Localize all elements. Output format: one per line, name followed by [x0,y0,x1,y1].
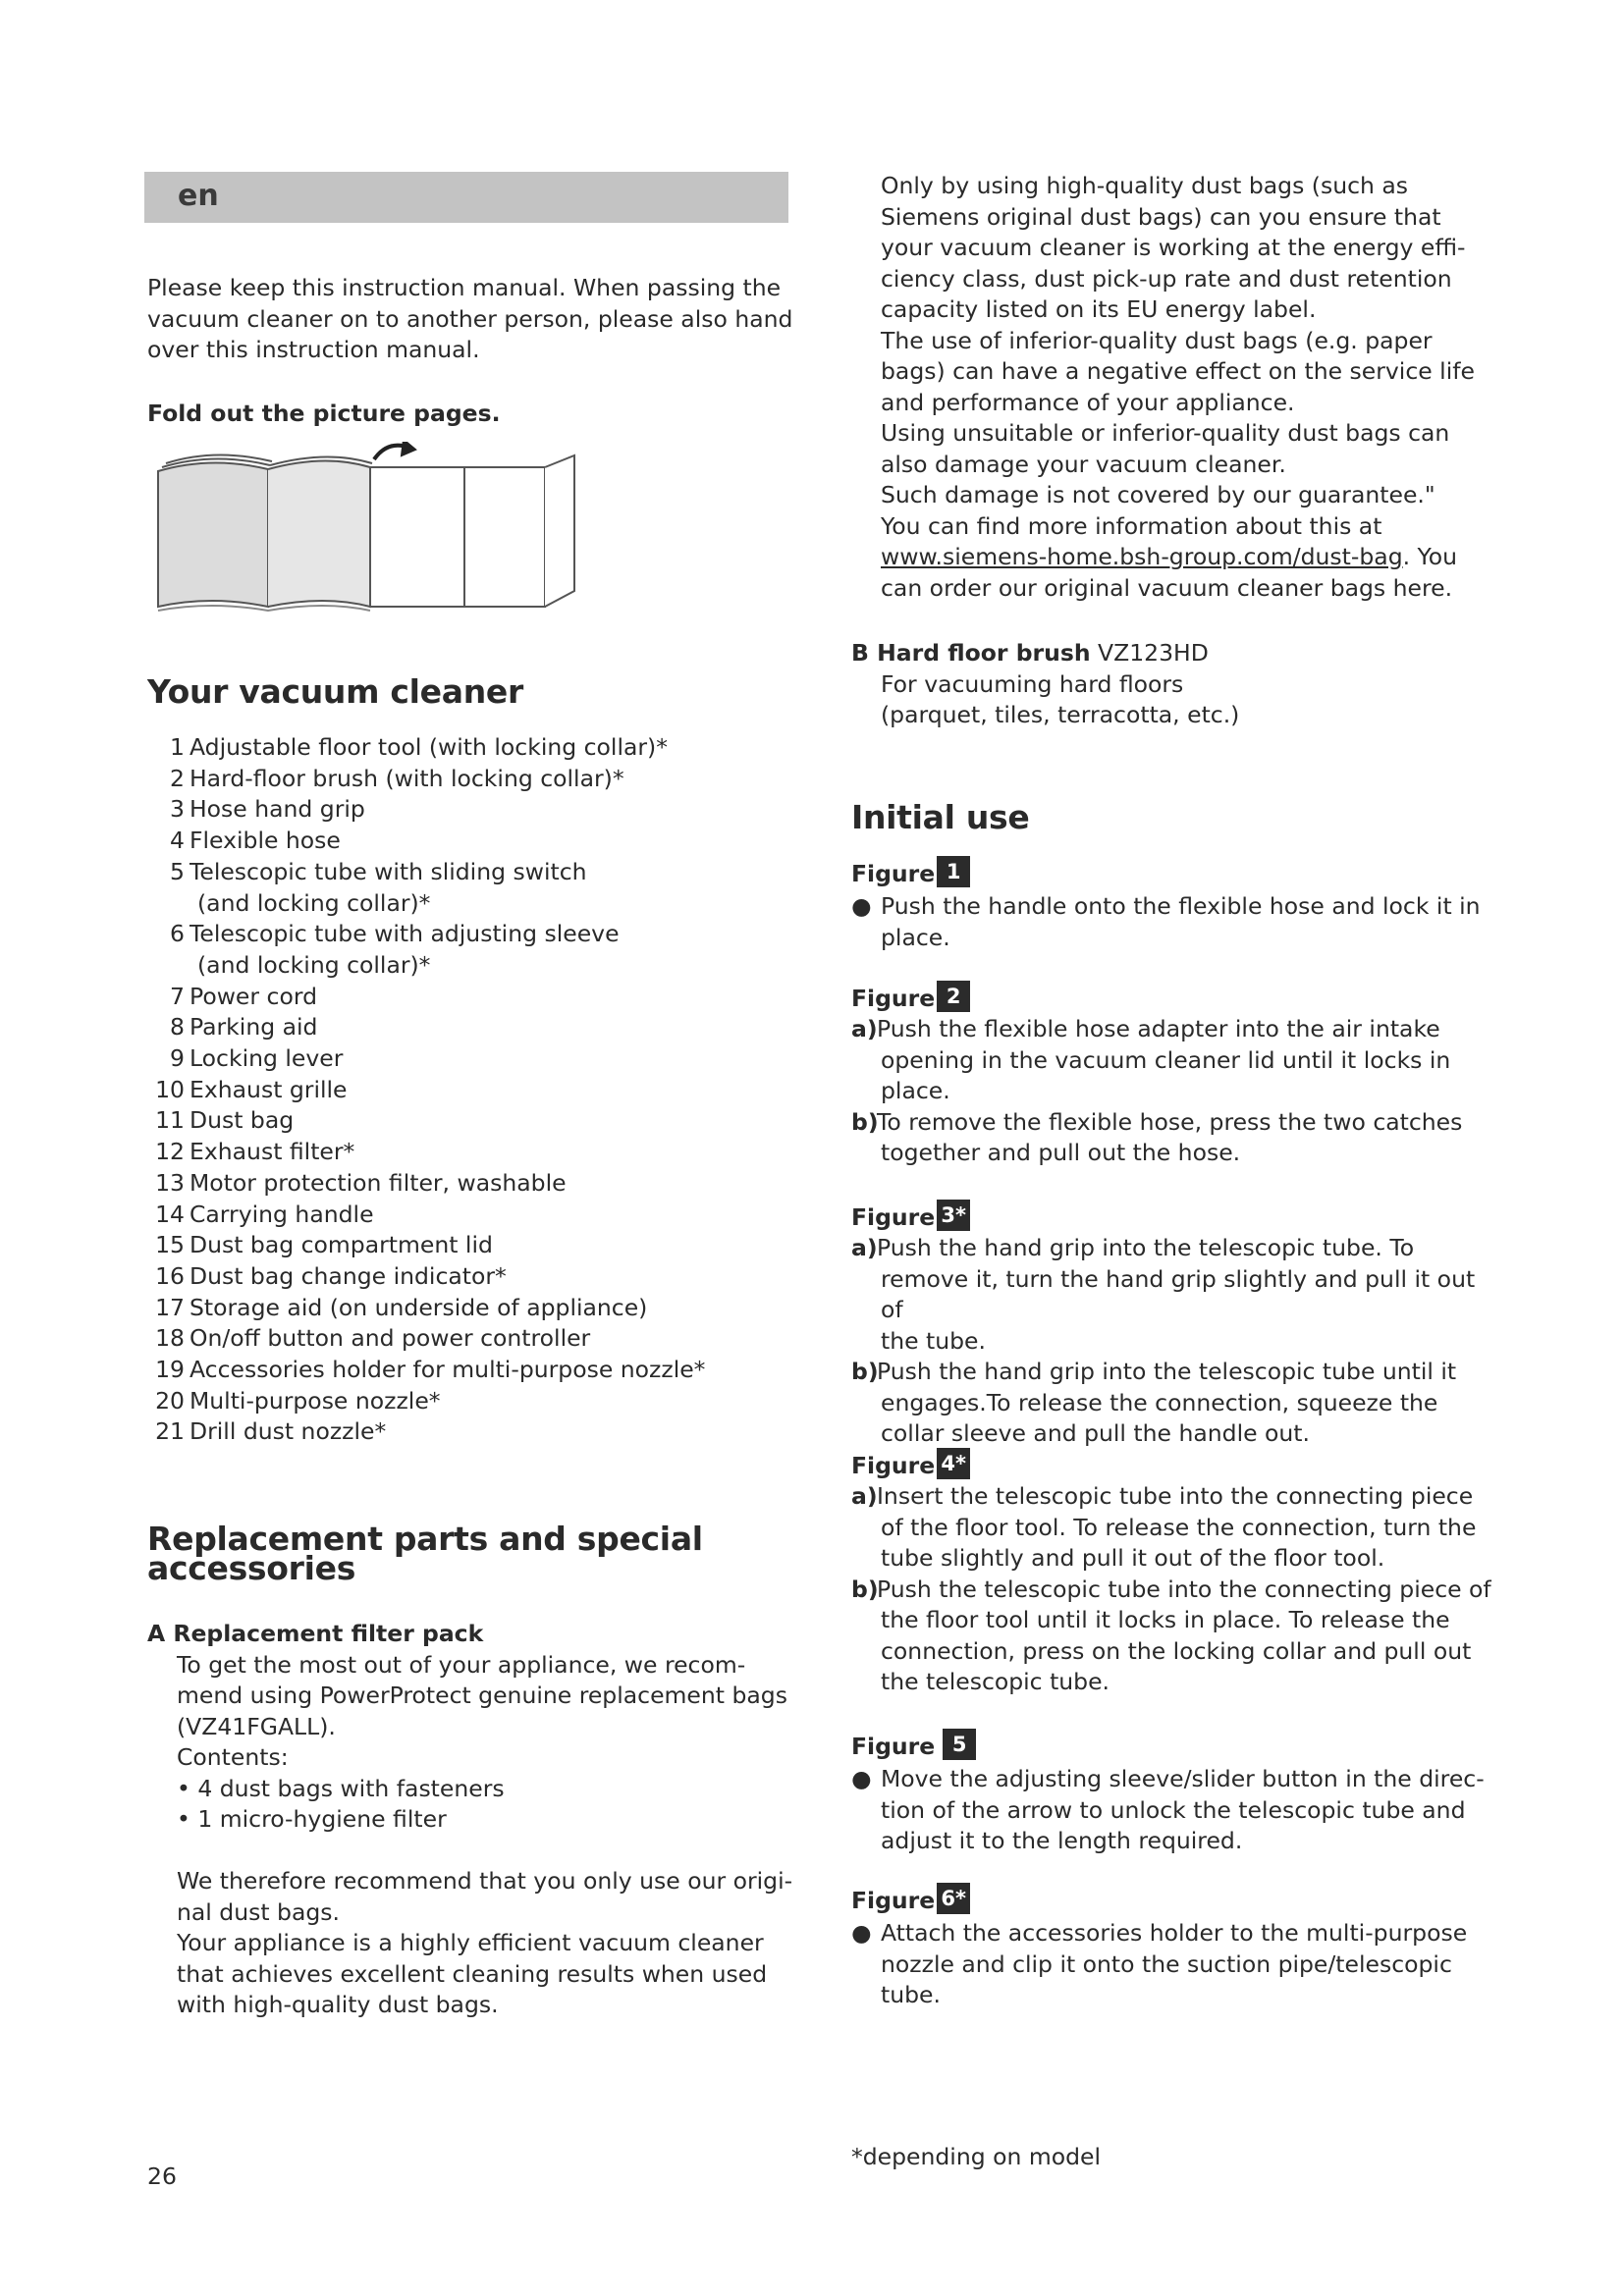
bullet-icon: ● [851,1765,872,1792]
fold-out-instruction: Fold out the picture pages. [147,400,501,427]
parts-list-item [147,1200,795,1231]
figure-1-block: Figure 1 ● Push the handle onto the flexible hose and lock it in place. [851,852,1499,953]
figure-3-block: Figure 3* a) Push the hand grip into the telescopic tube. To remove it, turn the hand grip slightly and pull it out of the tube. b) Push the hand grip into the telescopic tube until it engages.To release the connection, squeeze the collar sleeve and pull the handle out. [851,1196,1499,1450]
parts-list-text: Multi-purpose nozzle* [189,1386,441,1415]
parts-list-item [147,1230,795,1261]
parts-list-text: Exhaust filter* [189,1138,355,1166]
parts-list-text: Storage aid (on underside of appliance) [189,1293,648,1321]
parts-list-number: 10 [155,1075,185,1103]
recommend-line: that achieves excellent cleaning results when used [177,1959,768,1988]
b-model-code: VZ123HD [1090,639,1209,667]
parts-list-text: Accessories holder for multi-purpose nozzle* [189,1356,706,1384]
parts-list-number: 12 [155,1138,185,1166]
parts-list-number: 14 [155,1200,185,1228]
figure-label: Figure [851,1887,936,1914]
parts-list-item [147,764,795,795]
section-title-vacuum: Your vacuum cleaner [147,672,523,711]
figure-number-badge: 6* [937,1883,970,1914]
parts-list-text: Dust bag [189,1106,295,1135]
figure-label: Figure [851,1203,936,1231]
replacement-a-line: Contents: [177,1743,289,1771]
figure-5-block: Figure 5 ● Move the adjusting sleeve/slider button in the direc- tion of the arrow to unlock the telescopic tube and adjust it to the length required. [851,1725,1499,1857]
fold-out-pages-illustration [152,442,584,623]
parts-list-item [147,1261,795,1293]
parts-list-number: 17 [155,1293,185,1321]
figure-label: Figure [851,860,936,887]
bullet-icon: ● [851,892,872,920]
intro-line: Please keep this instruction manual. When passing the [147,274,782,301]
parts-list-number: 20 [155,1386,185,1415]
intro-line: over this instruction manual. [147,336,480,363]
intro-text [147,273,795,366]
figure-number-badge: 2 [937,981,970,1012]
dust-bag-link[interactable]: www.siemens-home.bsh-group.com/dust-bag [881,543,1403,570]
figure-number-badge: 1 [937,856,970,887]
figure-2-block: Figure 2 a) Push the flexible hose adapter into the air intake opening in the vacuum cleaner lid until it locks in place. b) To remove the flexible hose, press the two catches together and pull out the hose. [851,977,1499,1169]
parts-list-item [147,732,795,764]
parts-list-number: 9 [170,1044,185,1073]
parts-list-number: 15 [155,1231,185,1259]
parts-list-number: 4 [170,827,185,855]
parts-list-item [147,919,795,950]
parts-list-item [147,794,795,826]
parts-list-item [147,1416,795,1448]
section-title-initial-use: Initial use [851,798,1030,836]
bullet-icon: ● [851,1919,872,1947]
b-heading: B Hard floor brush [851,639,1091,667]
replacement-a-line: • 4 dust bags with fasteners [177,1774,505,1802]
language-code: en [178,179,219,213]
parts-list-text: Carrying handle [189,1200,374,1228]
parts-list-item [147,1043,795,1075]
intro-line: vacuum cleaner on to another person, please also hand [147,304,793,333]
parts-list-item [147,826,795,857]
parts-list-number: 11 [155,1106,185,1135]
parts-list-item [147,982,795,1013]
figure-label: Figure [851,985,936,1012]
b-line: (parquet, tiles, terracotta, etc.) [881,701,1240,728]
parts-list-text: Dust bag compartment lid [189,1231,493,1259]
parts-list-item [147,1386,795,1417]
parts-list-text: Drill dust nozzle* [189,1417,387,1446]
replacement-a-line: • 1 micro-hygiene filter [177,1805,447,1833]
recommend-line: Your appliance is a highly efficient vacuum cleaner [177,1929,764,1956]
figure-number-badge: 5 [943,1729,976,1760]
parts-list-text: Flexible hose [189,827,341,855]
parts-list-text: Exhaust grille [189,1075,348,1103]
parts-list-text: Adjustable floor tool (with locking collar)* [189,733,668,761]
parts-list-text: On/off button and power controller [189,1324,591,1353]
parts-list-item [147,1355,795,1386]
parts-list-item [147,1105,795,1137]
parts-list-item [147,1012,795,1043]
parts-list-text: Dust bag change indicator* [189,1261,507,1290]
replacement-a-line: To get the most out of your appliance, we recom- [177,1650,746,1679]
parts-list-item [147,1168,795,1200]
figure-number-badge: 3* [937,1200,970,1231]
parts-list-text: Hard-floor brush (with locking collar)* [189,764,624,792]
parts-list-text: Power cord [189,982,317,1010]
parts-list-number: 21 [155,1417,185,1446]
parts-list-text: Hose hand grip [189,795,365,824]
language-bar [144,172,788,223]
parts-list-item [147,1323,795,1355]
page-number: 26 [147,2163,177,2190]
parts-list-text: Locking lever [189,1044,344,1073]
b-line: For vacuuming hard floors [881,669,1184,698]
figure-label: Figure [851,1452,936,1479]
parts-list-number: 18 [155,1324,185,1353]
parts-list-number: 7 [170,982,185,1010]
parts-list-item-continuation: (and locking collar)* [197,950,431,979]
parts-list-text: Motor protection filter, washable [189,1168,567,1197]
parts-list-number: 8 [170,1013,185,1041]
recommend-line: with high-quality dust bags. [177,1991,499,2018]
parts-list-item-continuation: (and locking collar)* [197,888,431,917]
parts-list-item [147,1075,795,1106]
figure-6-block: Figure 6* ● Attach the accessories holder to the multi-purpose nozzle and clip it onto the suction pipe/telescopic tube. [851,1879,1499,2011]
parts-list-number: 6 [170,920,185,948]
footnote: *depending on model [851,2143,1102,2170]
parts-list-text: Telescopic tube with sliding switch [189,857,587,885]
parts-list-text: Parking aid [189,1013,318,1041]
parts-list-text: Telescopic tube with adjusting sleeve [189,920,620,948]
parts-list-number: 5 [170,857,185,885]
section-title-replacement: Replacement parts and special accessories [147,1520,703,1587]
figure-number-badge: 4* [937,1448,970,1479]
parts-list-number: 16 [155,1261,185,1290]
replacement-a-line: (VZ41FGALL). [177,1712,336,1740]
parts-list-item [147,1293,795,1324]
parts-list-item [147,857,795,888]
figure-label: Figure [851,1733,936,1760]
replacement-a-line: mend using PowerProtect genuine replacement bags [177,1682,787,1709]
parts-list-number: 3 [170,795,185,824]
parts-list-number: 19 [155,1356,185,1384]
parts-list [147,732,795,1448]
recommend-line: We therefore recommend that you only use our origi- [177,1867,793,1895]
replacement-a-heading: A Replacement filter pack [147,1620,484,1647]
parts-list-item [147,1137,795,1168]
parts-list-number: 2 [170,764,185,792]
parts-list-number: 13 [155,1168,185,1197]
dust-bag-info: Only by using high-quality dust bags (such as Siemens original dust bags) can you ensure that your vacuum cleaner is working at the energy effi- ciency class, dust pick-up rate and dust retention capacity listed on its EU energy label. The use of inferior-quality dust bags (e.g. paper bags) can have a negative effect on the service life and performance of your appliance. Using unsuitable or inferior-quality dust bags can also damage your vacuum cleaner. Such damage is not covered by our guarantee." You can find more information about this at www.siemens-home.bsh-group.com/dust-bag. You can order our original vacuum cleaner bags here. [881,172,1475,602]
parts-list-number: 1 [170,733,185,761]
figure-4-block: Figure 4* a) Insert the telescopic tube into the connecting piece of the floor tool. To release the connection, turn the tube slightly and pull it out of the floor tool. b) Push the telescopic tube into the connecting piece of the floor tool until it locks in place. To release the connection, press on the locking collar and pull out the telescopic tube. [851,1444,1499,1698]
recommend-line: nal dust bags. [177,1897,340,1926]
